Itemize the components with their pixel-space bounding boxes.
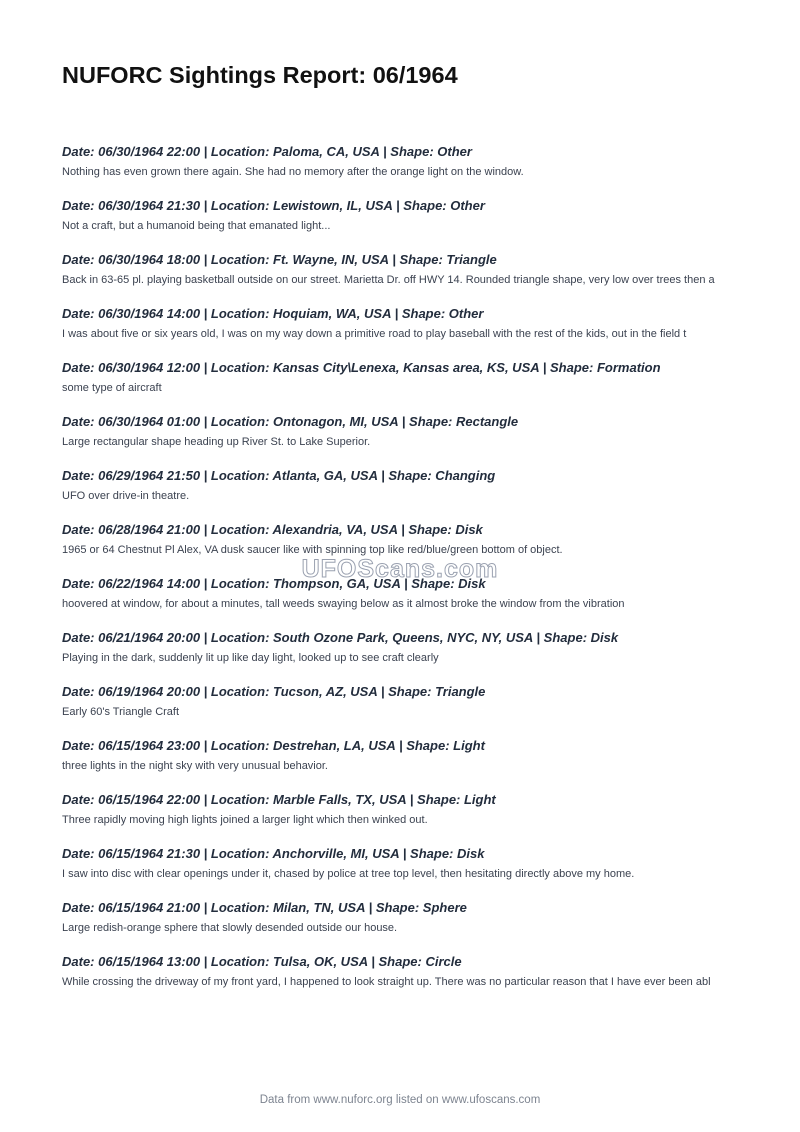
sighting-heading: Date: 06/19/1964 20:00 | Location: Tucson, AZ, USA | Shape: Triangle bbox=[62, 684, 486, 699]
sighting-description: Nothing has even grown there again. She had no memory after the orange light on the window. bbox=[62, 166, 524, 178]
sighting-entry bbox=[62, 468, 746, 504]
sighting-heading: Date: 06/15/1964 13:00 | Location: Tulsa, OK, USA | Shape: Circle bbox=[62, 954, 462, 969]
sighting-entry bbox=[62, 846, 746, 882]
sighting-heading: Date: 06/15/1964 23:00 | Location: Destrehan, LA, USA | Shape: Light bbox=[62, 738, 485, 753]
sighting-heading: Date: 06/15/1964 22:00 | Location: Marble Falls, TX, USA | Shape: Light bbox=[62, 792, 496, 807]
sighting-entry bbox=[62, 144, 746, 180]
sighting-description: some type of aircraft bbox=[62, 382, 162, 394]
sighting-entry bbox=[62, 522, 746, 558]
sighting-entry bbox=[62, 576, 746, 612]
sighting-heading: Date: 06/30/1964 14:00 | Location: Hoquiam, WA, USA | Shape: Other bbox=[62, 306, 484, 321]
sighting-description: UFO over drive-in theatre. bbox=[62, 490, 190, 502]
sighting-entry bbox=[62, 684, 746, 720]
watermark: UFOScans.com bbox=[301, 555, 499, 583]
sighting-description: three lights in the night sky with very unusual behavior. bbox=[62, 760, 328, 772]
sighting-heading: Date: 06/30/1964 18:00 | Location: Ft. Wayne, IN, USA | Shape: Triangle bbox=[62, 252, 497, 267]
sighting-heading: Date: 06/29/1964 21:50 | Location: Atlanta, GA, USA | Shape: Changing bbox=[62, 468, 496, 483]
sighting-description: Large redish-orange sphere that slowly desended outside our house. bbox=[62, 922, 398, 934]
sighting-description: Three rapidly moving high lights joined a larger light which then winked out. bbox=[62, 814, 428, 826]
sighting-description: Large rectangular shape heading up River St. to Lake Superior. bbox=[62, 436, 371, 448]
sighting-description: I saw into disc with clear openings under it, chased by police at tree top level, then hesitating directly above my home. bbox=[62, 868, 635, 880]
sighting-description: 1965 or 64 Chestnut Pl Alex, VA dusk saucer like with spinning top like red/blue/green bottom of object. bbox=[62, 544, 563, 556]
sighting-entry bbox=[62, 954, 746, 990]
sighting-description: Not a craft, but a humanoid being that emanated light... bbox=[62, 220, 331, 232]
sighting-entry bbox=[62, 792, 746, 828]
sighting-heading: Date: 06/30/1964 12:00 | Location: Kansas City\Lenexa, Kansas area, KS, USA | Shape: Formation bbox=[62, 360, 661, 375]
sightings-list bbox=[62, 144, 746, 1008]
sighting-heading: Date: 06/30/1964 22:00 | Location: Paloma, CA, USA | Shape: Other bbox=[62, 144, 472, 159]
sighting-heading: Date: 06/22/1964 14:00 | Location: Thompson, GA, USA | Shape: Disk bbox=[62, 576, 486, 591]
sighting-description: I was about five or six years old, I was on my way down a primitive road to play baseball with the rest of the kids, out in the field t bbox=[62, 328, 687, 340]
sighting-description: Early 60's Triangle Craft bbox=[62, 706, 180, 718]
sighting-heading: Date: 06/21/1964 20:00 | Location: South Ozone Park, Queens, NYC, NY, USA | Shape: Disk bbox=[62, 630, 619, 645]
sighting-entry bbox=[62, 360, 746, 396]
sighting-entry bbox=[62, 738, 746, 774]
sighting-entry bbox=[62, 252, 746, 288]
sighting-description: Playing in the dark, suddenly lit up like day light, looked up to see craft clearly bbox=[62, 652, 439, 664]
sighting-heading: Date: 06/30/1964 01:00 | Location: Ontonagon, MI, USA | Shape: Rectangle bbox=[62, 414, 519, 429]
page-title: NUFORC Sightings Report: 06/1964 bbox=[62, 62, 458, 88]
sighting-description: hoovered at window, for about a minutes, tall weeds swaying below as it almost broke the window from the vibration bbox=[62, 598, 625, 610]
sighting-entry bbox=[62, 198, 746, 234]
page-footer: Data from www.nuforc.org listed on www.ufoscans.com bbox=[259, 1094, 541, 1106]
sighting-description: While crossing the driveway of my front yard, I happened to look straight up. There was no particular reason that I have ever been abl bbox=[62, 976, 711, 988]
sighting-entry bbox=[62, 414, 746, 450]
sighting-entry bbox=[62, 900, 746, 936]
sighting-description: Back in 63-65 pl. playing basketball outside on our street. Marietta Dr. off HWY 14. Rounded triangle shape, very low over trees then a bbox=[62, 274, 715, 286]
sighting-heading: Date: 06/30/1964 21:30 | Location: Lewistown, IL, USA | Shape: Other bbox=[62, 198, 485, 213]
sighting-heading: Date: 06/15/1964 21:00 | Location: Milan, TN, USA | Shape: Sphere bbox=[62, 900, 467, 915]
sighting-entry bbox=[62, 630, 746, 666]
sighting-heading: Date: 06/28/1964 21:00 | Location: Alexandria, VA, USA | Shape: Disk bbox=[62, 522, 483, 537]
sighting-heading: Date: 06/15/1964 21:30 | Location: Anchorville, MI, USA | Shape: Disk bbox=[62, 846, 485, 861]
sighting-entry bbox=[62, 306, 746, 342]
